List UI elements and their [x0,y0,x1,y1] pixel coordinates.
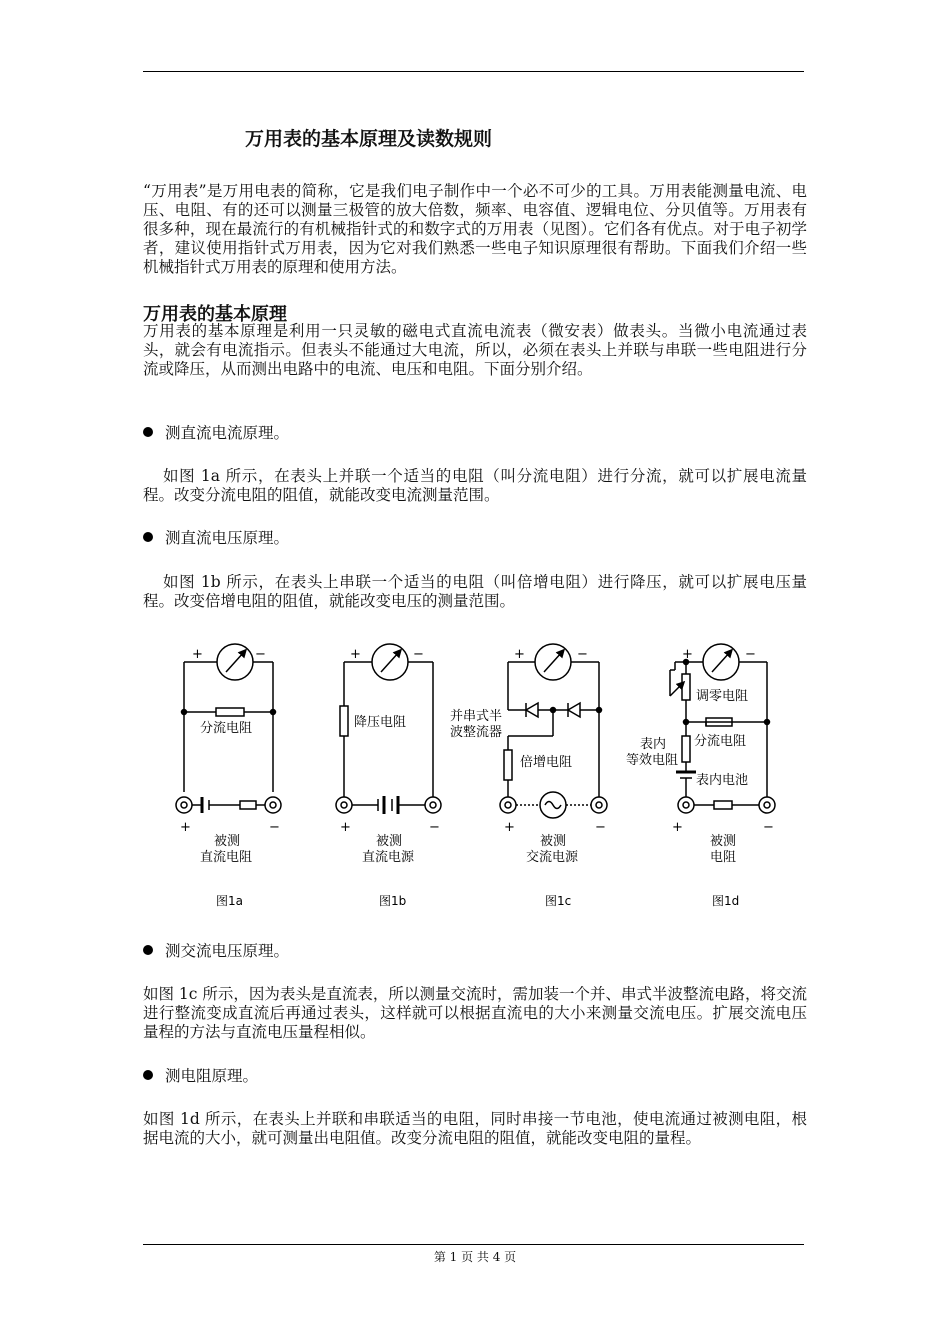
resistor-icon [504,750,512,780]
fig1b-caption: 图1b [379,894,407,908]
plus-sign: + [180,820,191,835]
fig1c-resistor-label: 倍增电阻 [520,755,573,770]
minus-sign: − [269,820,280,835]
fig1c-bottom-label-1: 被测 [540,834,567,849]
fig1d-internal-label-2: 等效电阻 [626,753,679,768]
page-footer: 第 1 页 共 4 页 [433,1250,517,1264]
bullet-resistance [143,1067,258,1086]
minus-sign: − [429,820,440,835]
fig1b-resistor-label: 降压电阻 [354,715,407,730]
fig1d-bottom-label-1: 被测 [710,834,737,849]
resistor-icon [682,736,690,762]
terminal-icon [759,797,775,813]
dc-current-paragraph: 如图 1a 所示，在表头上并联一个适当的电阻（叫分流电阻）进行分流，就可以扩展电流量程。改变分流电阻的阻值，就能改变电流测量范围。 [143,467,807,504]
ac-voltage-paragraph: 如图 1c 所示，因为表头是直流表，所以测量交流时，需加装一个并、串式半波整流电路，将交流进行整流变成直流后再通过表头，这样就可以根据直流电的大小来测量交流电压。扩展交流电压量程的方法与直流电压量程相似。 [143,985,807,1041]
fig1c-bottom-label-2: 交流电源 [526,850,579,865]
zero-resistor-icon [682,674,690,700]
terminal-icon [265,797,281,813]
minus-sign: − [745,647,756,662]
dc-voltage-paragraph: 如图 1b 所示，在表头上串联一个适当的电阻（叫倍增电阻）进行降压，就可以扩展电压量程。改变倍增电阻的阻值，就能改变电压的测量范围。 [143,573,807,610]
header-rule [143,71,804,72]
plus-sign: + [340,820,351,835]
terminal-icon [591,797,607,813]
plus-sign: + [192,647,203,662]
bullet-text: 测电阻原理。 [165,1067,259,1085]
principle-paragraph: 万用表的基本原理是利用一只灵敏的磁电式直流电流表（微安表）做表头。当微小电流通过表头，就会有电流指示。但表头不能通过大电流，所以，必须在表头上并联与串联一些电阻进行分流或降压，从而测出电路中的电流、电压和电阻。下面分别介绍。 [143,322,807,378]
diode-icon [526,703,538,717]
bullet-dot-icon [143,1070,153,1080]
plus-sign: + [514,647,525,662]
figure-1c [500,644,607,818]
minus-sign: − [577,647,588,662]
resistor-icon [216,708,244,716]
resistance-paragraph: 如图 1d 所示，在表头上并联和串联适当的电阻，同时串接一节电池，使电流通过被测电阻，根据电流的大小，就可测量出电阻值。改变分流电阻的阻值，就能改变电阻的量程。 [143,1110,807,1147]
minus-sign: − [413,647,424,662]
plus-sign: + [672,820,683,835]
bullet-dot-icon [143,427,153,437]
fig1d-internal-label-1: 表内 [640,737,667,752]
bullet-dc-voltage [143,529,289,548]
fig1d-bottom-label-2: 电阻 [710,850,737,865]
plus-sign: + [504,820,515,835]
bullet-text: 测直流电压原理。 [165,529,290,547]
fig1a-bottom-label-2: 直流电阻 [200,850,253,865]
terminal-icon [336,797,352,813]
circuit-figures [140,640,810,920]
minus-sign: − [595,820,606,835]
bullet-ac-voltage [143,942,289,961]
section-heading: 万用表的基本原理 [143,304,287,325]
diode-icon [568,703,580,717]
fig1b-bottom-label-1: 被测 [376,834,403,849]
footer-rule [143,1244,804,1245]
resistor-icon [714,801,732,809]
plus-sign: + [682,647,693,662]
fig1c-rectifier-label-1: 并串式半 [450,709,503,724]
bullet-text: 测交流电压原理。 [165,942,290,960]
resistor-icon [240,801,256,809]
minus-sign: − [763,820,774,835]
page-title: 万用表的基本原理及读数规则 [245,128,493,150]
fig1d-zero-label: 调零电阻 [696,689,749,704]
fig1d-shunt-label: 分流电阻 [694,734,747,749]
bullet-dot-icon [143,945,153,955]
bullet-dc-current [143,424,289,443]
fig1c-rectifier-label-2: 波整流器 [450,725,503,740]
plus-sign: + [350,647,361,662]
fig1a-caption: 图1a [216,894,243,908]
fig1d-caption: 图1d [712,894,740,908]
minus-sign: − [255,647,266,662]
resistor-icon [340,706,348,736]
fig1a-resistor-label: 分流电阻 [200,721,253,736]
terminal-icon [678,797,694,813]
terminal-icon [425,797,441,813]
fig1d-battery-label: 表内电池 [696,773,749,788]
terminal-icon [500,797,516,813]
intro-paragraph: “万用表”是万用电表的简称，它是我们电子制作中一个必不可少的工具。万用表能测量电流、电压、电阻、有的还可以测量三极管的放大倍数，频率、电容值、逻辑电位、分贝值等。万用表有很多种，现在最流行的有机械指针式的和数字式的万用表（见图）。它们各有优点。对于电子初学者，建议使用指针式万用表，因为它对我们熟悉一些电子知识原理很有帮助。下面我们介绍一些机械指针式万用表的原理和使用方法。 [143,182,807,276]
fig1a-bottom-label-1: 被测 [214,834,241,849]
bullet-text: 测直流电流原理。 [165,424,290,442]
terminal-icon [176,797,192,813]
fig1b-bottom-label-2: 直流电源 [362,850,415,865]
fig1c-caption: 图1c [545,894,572,908]
bullet-dot-icon [143,532,153,542]
